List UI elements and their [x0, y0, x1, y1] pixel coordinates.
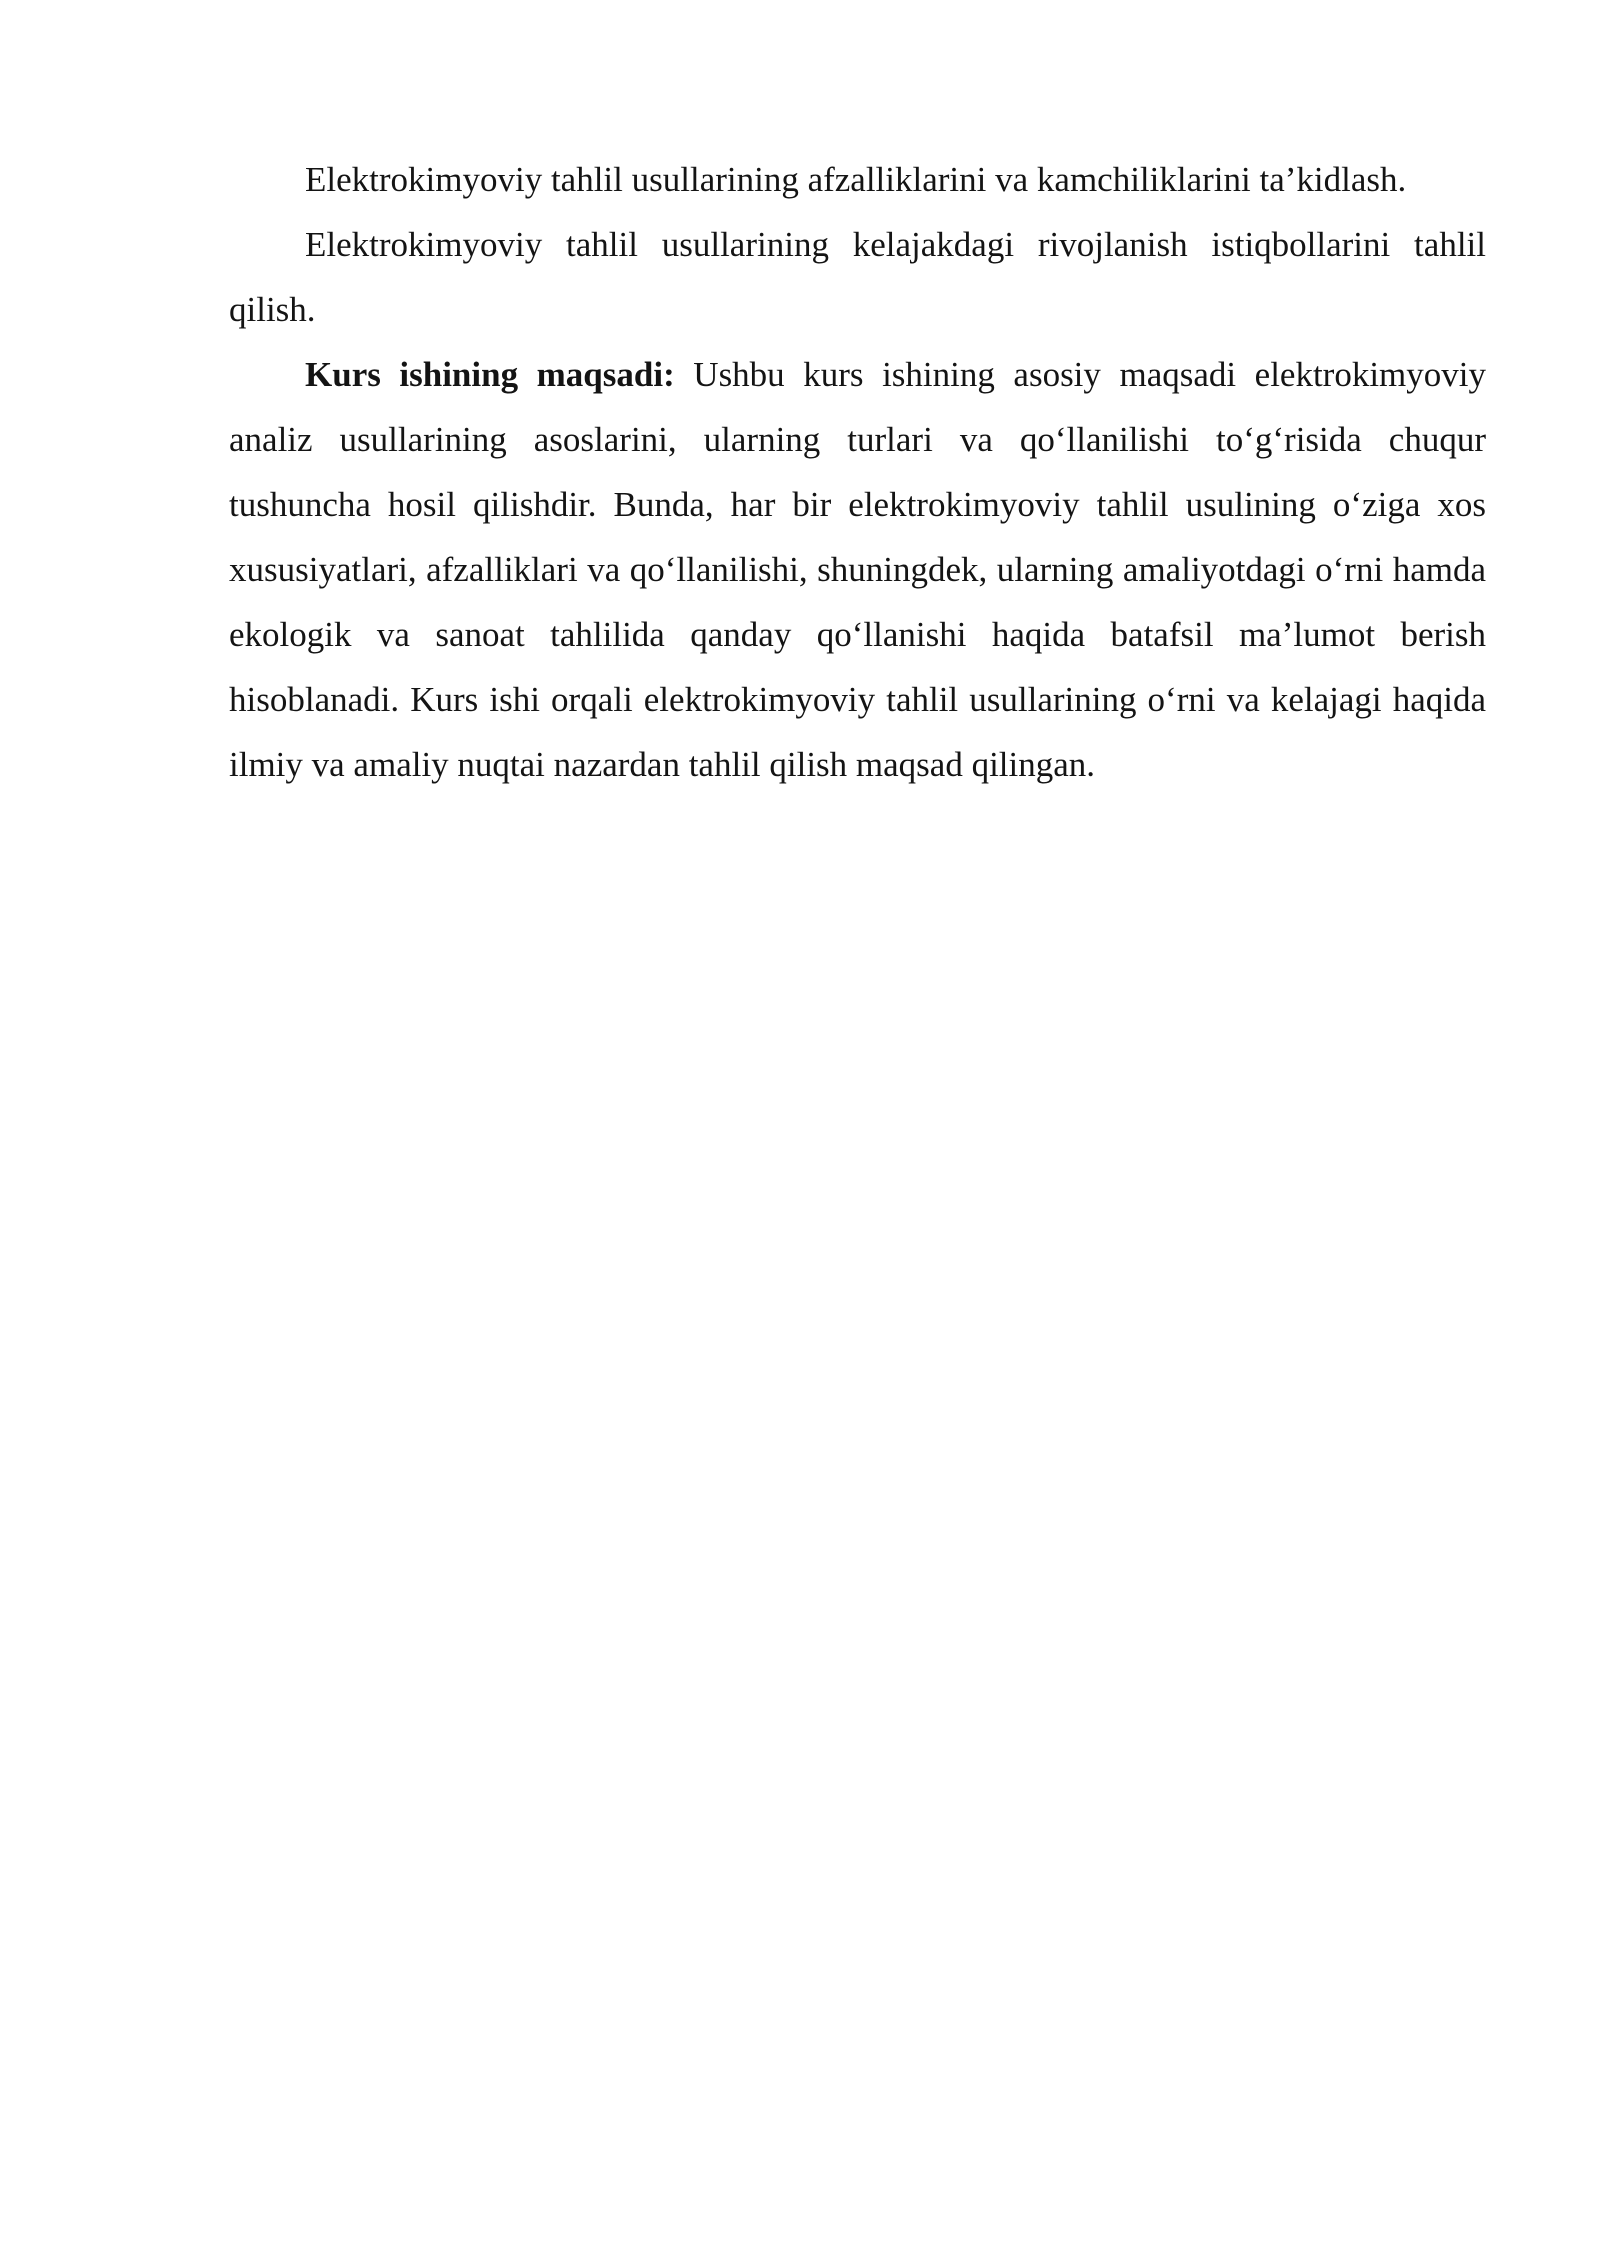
paragraph-prospects [229, 212, 1486, 342]
paragraph-advantages-text: Elektrokimyoviy tahlil usullarining afzalliklarini va kamchiliklarini ta’kidlash. [305, 160, 1407, 199]
paragraph-goal-text: Ushbu kurs ishining asosiy maqsadi elektrokimyoviy analiz usullarining asoslarini, ularning turlari va qo‘llanilishi to‘g‘risida chuqur tushuncha hosil qilishdir. Bunda, har bir elektrokimyoviy tahlil usulining o‘ziga xos xususiyatlari, afzalliklari va qo‘llanilishi, shuningdek, ularning amaliyotdagi o‘rni hamda ekologik va sanoat tahlilida qanday qo‘llanishi haqida batafsil ma’lumot berish hisoblanadi. Kurs ishi orqali elektrokimyoviy tahlil usullarining o‘rni va kelajagi haqida ilmiy va amaliy nuqtai nazardan tahlil qilish maqsad qilingan. [229, 355, 1486, 784]
paragraph-prospects-text: Elektrokimyoviy tahlil usullarining kelajakdagi rivojlanish istiqbollarini tahlil qilish. [229, 225, 1486, 329]
paragraph-advantages [229, 147, 1486, 212]
body-text [229, 147, 1486, 797]
goal-heading: Kurs ishining maqsadi: [305, 355, 675, 394]
paragraph-goal [229, 342, 1486, 797]
